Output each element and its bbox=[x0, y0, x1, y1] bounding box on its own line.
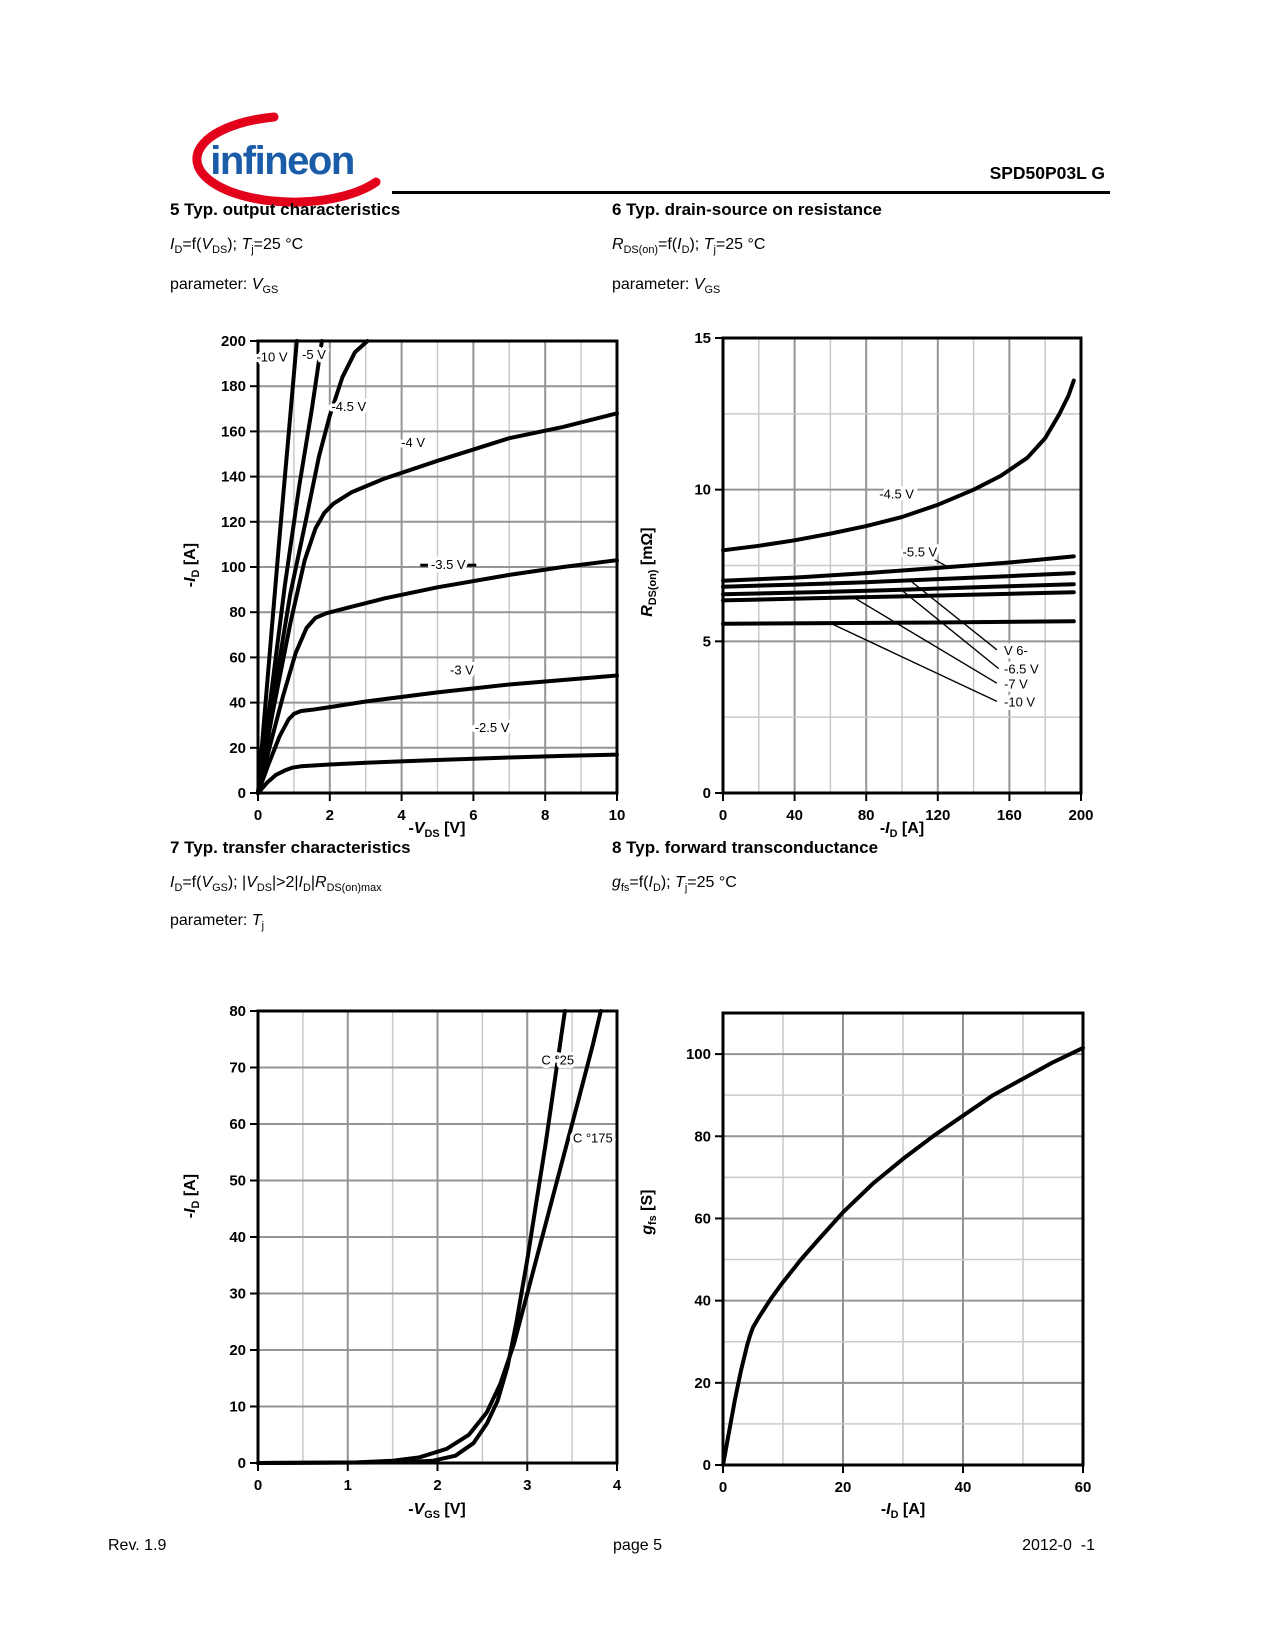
svg-text:0: 0 bbox=[718, 807, 728, 824]
section-6-title: 6 Typ. drain-source on resistance bbox=[612, 200, 882, 219]
svg-text:5: 5 bbox=[702, 633, 711, 651]
svg-text:C °175: C °175 bbox=[572, 1130, 613, 1146]
svg-text:-4.5 V: -4.5 V bbox=[879, 486, 914, 502]
svg-text:20: 20 bbox=[834, 1479, 852, 1496]
svg-text:60: 60 bbox=[229, 649, 246, 667]
svg-text:10: 10 bbox=[694, 481, 711, 499]
section-5-parameter: parameter: $V_{GS}$ bbox=[170, 276, 279, 297]
svg-text:0: 0 bbox=[702, 1457, 711, 1474]
chart-output-characteristics bbox=[170, 315, 640, 845]
svg-text:50: 50 bbox=[229, 1172, 246, 1190]
svg-text:0: 0 bbox=[237, 1455, 246, 1472]
section-5-title: 5 Typ. output characteristics bbox=[170, 200, 401, 219]
svg-text:160: 160 bbox=[220, 423, 246, 441]
svg-text:C °25: C °25 bbox=[541, 1052, 575, 1068]
chart2-y-axis-title: $R_{DS(on)}$ [mΩ] bbox=[638, 527, 660, 617]
svg-text:4: 4 bbox=[612, 1477, 622, 1494]
product-name: SPD50P03L G bbox=[989, 163, 1105, 183]
svg-text:V 6-: V 6- bbox=[1004, 643, 1028, 659]
svg-text:200: 200 bbox=[220, 333, 246, 350]
footer-date: 2012-0 -1 bbox=[1022, 1537, 1095, 1554]
svg-text:1: 1 bbox=[343, 1477, 352, 1494]
svg-text:6: 6 bbox=[469, 807, 478, 824]
svg-text:120: 120 bbox=[925, 807, 951, 824]
svg-text:0: 0 bbox=[237, 785, 246, 802]
svg-text:60: 60 bbox=[1074, 1479, 1092, 1496]
section-7-title: 7 Typ. transfer characteristics bbox=[170, 838, 411, 857]
svg-text:40: 40 bbox=[954, 1479, 972, 1496]
svg-text:-7 V: -7 V bbox=[1004, 676, 1028, 692]
svg-text:15: 15 bbox=[694, 330, 711, 347]
svg-text:20: 20 bbox=[229, 739, 246, 757]
svg-text:60: 60 bbox=[694, 1210, 711, 1228]
svg-text:80: 80 bbox=[229, 604, 246, 622]
section-8-title: 8 Typ. forward transconductance bbox=[612, 838, 879, 857]
svg-text:160: 160 bbox=[996, 807, 1022, 824]
chart1-y-axis-title: $-I_D$ [A] bbox=[181, 542, 203, 588]
chart-forward-transconductance bbox=[610, 985, 1110, 1540]
svg-text:8: 8 bbox=[541, 807, 550, 824]
svg-text:80: 80 bbox=[229, 1003, 246, 1020]
svg-text:-4 V: -4 V bbox=[401, 435, 426, 451]
svg-text:-3 V: -3 V bbox=[449, 662, 474, 678]
chart2-x-axis-title: $-I_D$ [A] bbox=[879, 820, 925, 841]
chart1-x-axis-title: $-V_{DS}$ [V] bbox=[408, 820, 466, 841]
svg-text:0: 0 bbox=[718, 1479, 728, 1496]
svg-text:-10 V: -10 V bbox=[1004, 694, 1036, 710]
svg-text:-6.5 V: -6.5 V bbox=[1004, 661, 1039, 677]
svg-text:40: 40 bbox=[786, 807, 803, 824]
chart4-y-axis-title: $g_{fs}$ [S] bbox=[638, 1189, 660, 1235]
logo-wordmark: infineon bbox=[210, 139, 354, 183]
svg-text:200: 200 bbox=[1068, 807, 1094, 824]
section-7-parameter: parameter: $T_j$ bbox=[170, 912, 265, 933]
svg-text:-5 V: -5 V bbox=[302, 347, 326, 363]
svg-text:70: 70 bbox=[229, 1059, 246, 1077]
svg-text:-5.5 V: -5.5 V bbox=[902, 544, 938, 560]
svg-text:180: 180 bbox=[220, 378, 246, 396]
section-8-formula: $g_{fs}=f(I_D)$; $T_j=25$ °C bbox=[612, 874, 737, 895]
svg-text:2: 2 bbox=[433, 1477, 442, 1494]
svg-text:80: 80 bbox=[694, 1128, 711, 1146]
svg-text:10: 10 bbox=[608, 807, 626, 824]
svg-text:30: 30 bbox=[229, 1285, 246, 1303]
svg-text:140: 140 bbox=[220, 468, 246, 486]
svg-text:120: 120 bbox=[220, 513, 246, 531]
section-6-parameter: parameter: $V_{GS}$ bbox=[612, 276, 721, 297]
section-7-formula: $I_D=f(V_{GS})$; $|V_{DS}|>2|I_D|R_{DS(on)max}$ bbox=[170, 874, 382, 895]
svg-text:3: 3 bbox=[523, 1477, 532, 1494]
chart-transfer-characteristics bbox=[170, 985, 640, 1540]
svg-text:40: 40 bbox=[694, 1292, 711, 1310]
svg-text:4: 4 bbox=[397, 807, 406, 824]
svg-text:20: 20 bbox=[694, 1374, 711, 1392]
svg-text:10: 10 bbox=[229, 1398, 246, 1416]
svg-text:60: 60 bbox=[229, 1116, 246, 1133]
svg-text:0: 0 bbox=[253, 807, 263, 824]
svg-text:-10 V: -10 V bbox=[256, 349, 288, 365]
footer-revision: Rev. 1.9 bbox=[108, 1537, 167, 1554]
chart3-y-axis-title: $-I_D$ [A] bbox=[181, 1173, 203, 1219]
svg-text:20: 20 bbox=[229, 1342, 246, 1359]
svg-text:0: 0 bbox=[702, 785, 711, 802]
svg-text:40: 40 bbox=[229, 694, 246, 712]
svg-text:-4.5 V: -4.5 V bbox=[331, 399, 367, 415]
footer-page-number: page 5 bbox=[613, 1537, 662, 1554]
chart-drain-source-on-resistance bbox=[610, 315, 1110, 845]
svg-text:40: 40 bbox=[229, 1229, 246, 1246]
svg-text:-3.5 V: -3.5 V bbox=[430, 557, 466, 573]
chart3-x-axis-title: $-V_{GS}$ [V] bbox=[408, 1501, 466, 1522]
svg-text:-2.5 V: -2.5 V bbox=[474, 719, 510, 735]
svg-text:0: 0 bbox=[253, 1477, 263, 1494]
section-5-formula: $I_D=f(V_{DS})$; $T_j=25$ °C bbox=[170, 236, 304, 257]
svg-text:80: 80 bbox=[857, 807, 875, 824]
svg-text:100: 100 bbox=[685, 1046, 711, 1064]
svg-text:2: 2 bbox=[325, 807, 334, 824]
svg-text:100: 100 bbox=[220, 559, 246, 576]
section-6-formula: $R_{DS(on)}=f(I_D)$; $T_j=25$ °C bbox=[612, 236, 766, 257]
infineon-logo bbox=[178, 110, 388, 210]
header-rule bbox=[392, 191, 1110, 194]
chart4-x-axis-title: $-I_D$ [A] bbox=[880, 1501, 926, 1522]
